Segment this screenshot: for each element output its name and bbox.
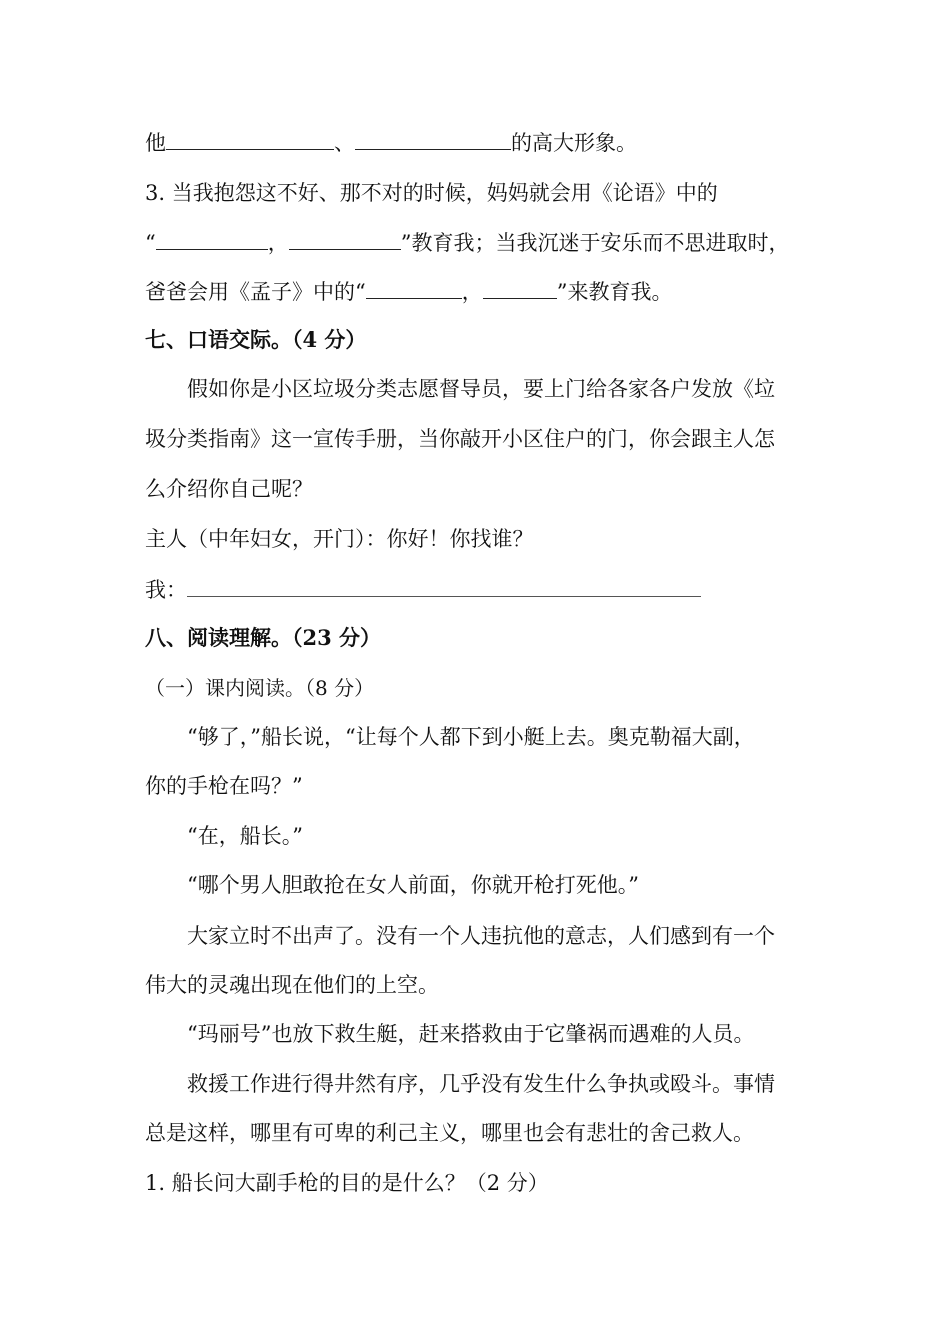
- comma: ，: [267, 231, 289, 255]
- answer-blank-3[interactable]: [156, 227, 268, 250]
- me-answer-line: [145, 574, 701, 605]
- text-prefix: 爸爸会用《孟子》中的“: [145, 280, 366, 304]
- me-answer-blank[interactable]: [187, 574, 701, 597]
- text-suffix: ”来教育我。: [556, 280, 673, 304]
- section-8-heading: 八、阅读理解。（23 分）: [145, 625, 382, 650]
- answer-blank-1[interactable]: [166, 127, 334, 150]
- passage-line: 救援工作进行得井然有序，几乎没有发生什么争执或殴斗。事情: [187, 1072, 775, 1096]
- answer-blank-6[interactable]: [483, 276, 557, 299]
- passage-line: 大家立时不出声了。没有一个人违抗他的意志，人们感到有一个: [187, 924, 775, 948]
- passage-line: “玛丽号”也放下救生艇，赶来搭救由于它肇祸而遇难的人员。: [187, 1022, 755, 1046]
- question-3-line-3: [145, 276, 673, 307]
- fill-in-line-1: [145, 127, 637, 158]
- section-7-para-line-1: 假如你是小区垃圾分类志愿督导员，要上门给各家各户发放《垃: [187, 377, 775, 401]
- passage-line: 你的手枪在吗？”: [145, 774, 303, 798]
- question-1: 1. 船长问大副手枪的目的是什么？（2 分）: [145, 1171, 549, 1195]
- passage-line: “够了，”船长说，“让每个人都下到小艇上去。奥克勒福大副，: [187, 725, 755, 749]
- answer-blank-4[interactable]: [289, 227, 401, 250]
- question-3-line-2: [145, 227, 789, 258]
- open-quote: “: [145, 231, 156, 255]
- section-7-heading: 七、口语交际。（4 分）: [145, 327, 367, 352]
- passage-line: “哪个男人胆敢抢在女人前面，你就开枪打死他。”: [187, 873, 639, 897]
- passage-line: 总是这样，哪里有可卑的利己主义，哪里也会有悲壮的舍己救人。: [145, 1121, 754, 1145]
- text-suffix: ”教育我；当我沉迷于安乐而不思进取时，: [400, 231, 790, 255]
- section-7-para-line-3: 么介绍你自己呢？: [145, 477, 313, 501]
- section-7-para-line-2: 圾分类指南》这一宣传手册，当你敲开小区住户的门，你会跟主人怎: [145, 427, 775, 451]
- answer-blank-2[interactable]: [355, 127, 511, 150]
- question-3-line-1: 3. 当我抱怨这不好、那不对的时候，妈妈就会用《论语》中的: [145, 181, 718, 205]
- passage-line: 伟大的灵魂出现在他们的上空。: [145, 973, 439, 997]
- section-8-sub-heading: （一）课内阅读。（8 分）: [145, 676, 375, 700]
- text-suffix: 的高大形象。: [511, 131, 637, 155]
- separator: 、: [334, 131, 355, 155]
- host-line: 主人（中年妇女，开门）：你好！你找谁？: [145, 527, 534, 551]
- comma: ，: [461, 280, 483, 304]
- text-prefix: 他: [145, 131, 166, 155]
- passage-line: “在，船长。”: [187, 824, 303, 848]
- answer-blank-5[interactable]: [366, 276, 462, 299]
- me-label: 我：: [145, 578, 187, 602]
